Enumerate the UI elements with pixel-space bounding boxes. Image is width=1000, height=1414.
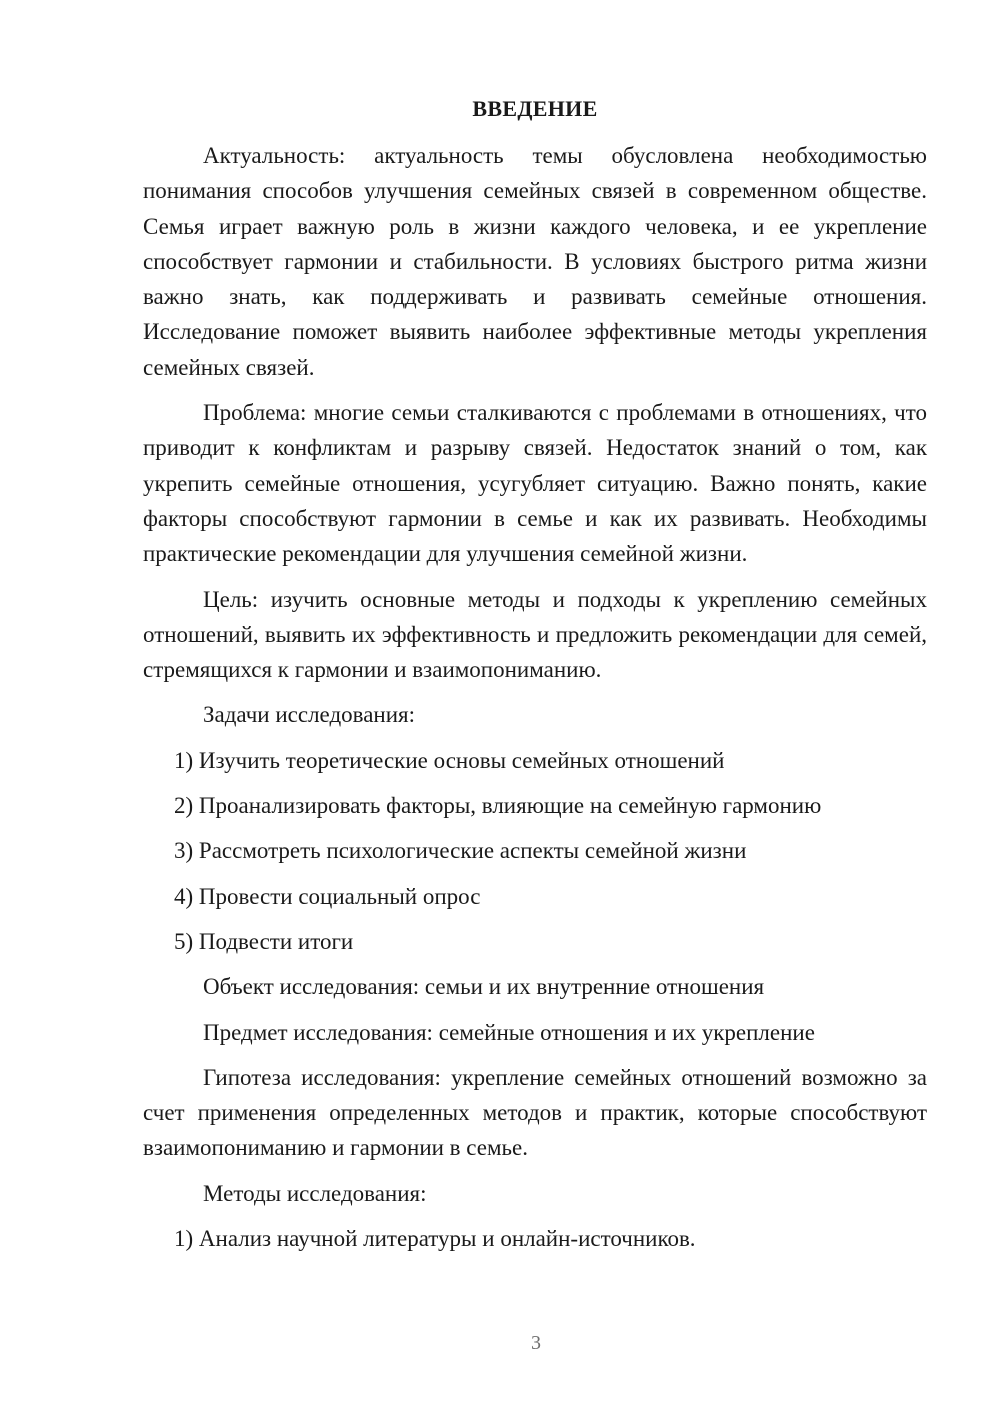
list-item: 3) Рассмотреть психологические аспекты семейной жизни (174, 838, 747, 864)
list-item: 1) Анализ научной литературы и онлайн-источников. (174, 1226, 696, 1252)
methods-heading: Методы исследования: (203, 1180, 427, 1206)
goal-paragraph: Цель: изучить основные методы и подходы к укреплению семейных отношений, выявить их эффективность и предложить рекомендации для семей, стремящихся к гармонии и взаимопониманию. (143, 586, 927, 683)
list-item: 1) Изучить теоретические основы семейных отношений (174, 747, 725, 773)
subject-line: Предмет исследования: семейные отношения и их укрепление (203, 1019, 815, 1045)
object-line: Объект исследования: семьи и их внутренние отношения (203, 974, 765, 1000)
page-content (143, 92, 927, 1266)
tasks-list (143, 743, 927, 969)
list-item: 5) Подвести итоги (174, 928, 354, 954)
problem-paragraph: Проблема: многие семьи сталкиваются с проблемами в отношениях, что приводит к конфликтам и разрыву связей. Недостаток знаний о том, как укрепить семейные отношения, усугубляет ситуацию. Важно понять, какие факторы способствуют гармонии в семье и как их развивать. Необходимы практические рекомендации для улучшения семейной жизни. (143, 400, 927, 567)
hypothesis-paragraph: Гипотеза исследования: укрепление семейных отношений возможно за счет применения определенных методов и практик, которые способствуют взаимопониманию и гармонии в семье. (143, 1064, 927, 1161)
page-number: 3 (531, 1332, 541, 1354)
tasks-heading: Задачи исследования: (203, 702, 416, 728)
list-item: 4) Провести социальный опрос (174, 883, 481, 909)
relevance-paragraph: Актуальность: актуальность темы обусловлена необходимостью понимания способов улучшения семейных связей в современном обществе. Семья играет важную роль в жизни каждого человека, и ее укрепление способствует гармонии и стабильности. В условиях быстрого ритма жизни важно знать, как поддерживать и развивать семейные отношения. Исследование поможет выявить наиболее эффективные методы укрепления семейных связей. (143, 143, 927, 380)
methods-list (143, 1221, 927, 1266)
page-title: ВВЕДЕНИЕ (472, 96, 598, 121)
list-item: 2) Проанализировать факторы, влияющие на семейную гармонию (174, 793, 822, 819)
